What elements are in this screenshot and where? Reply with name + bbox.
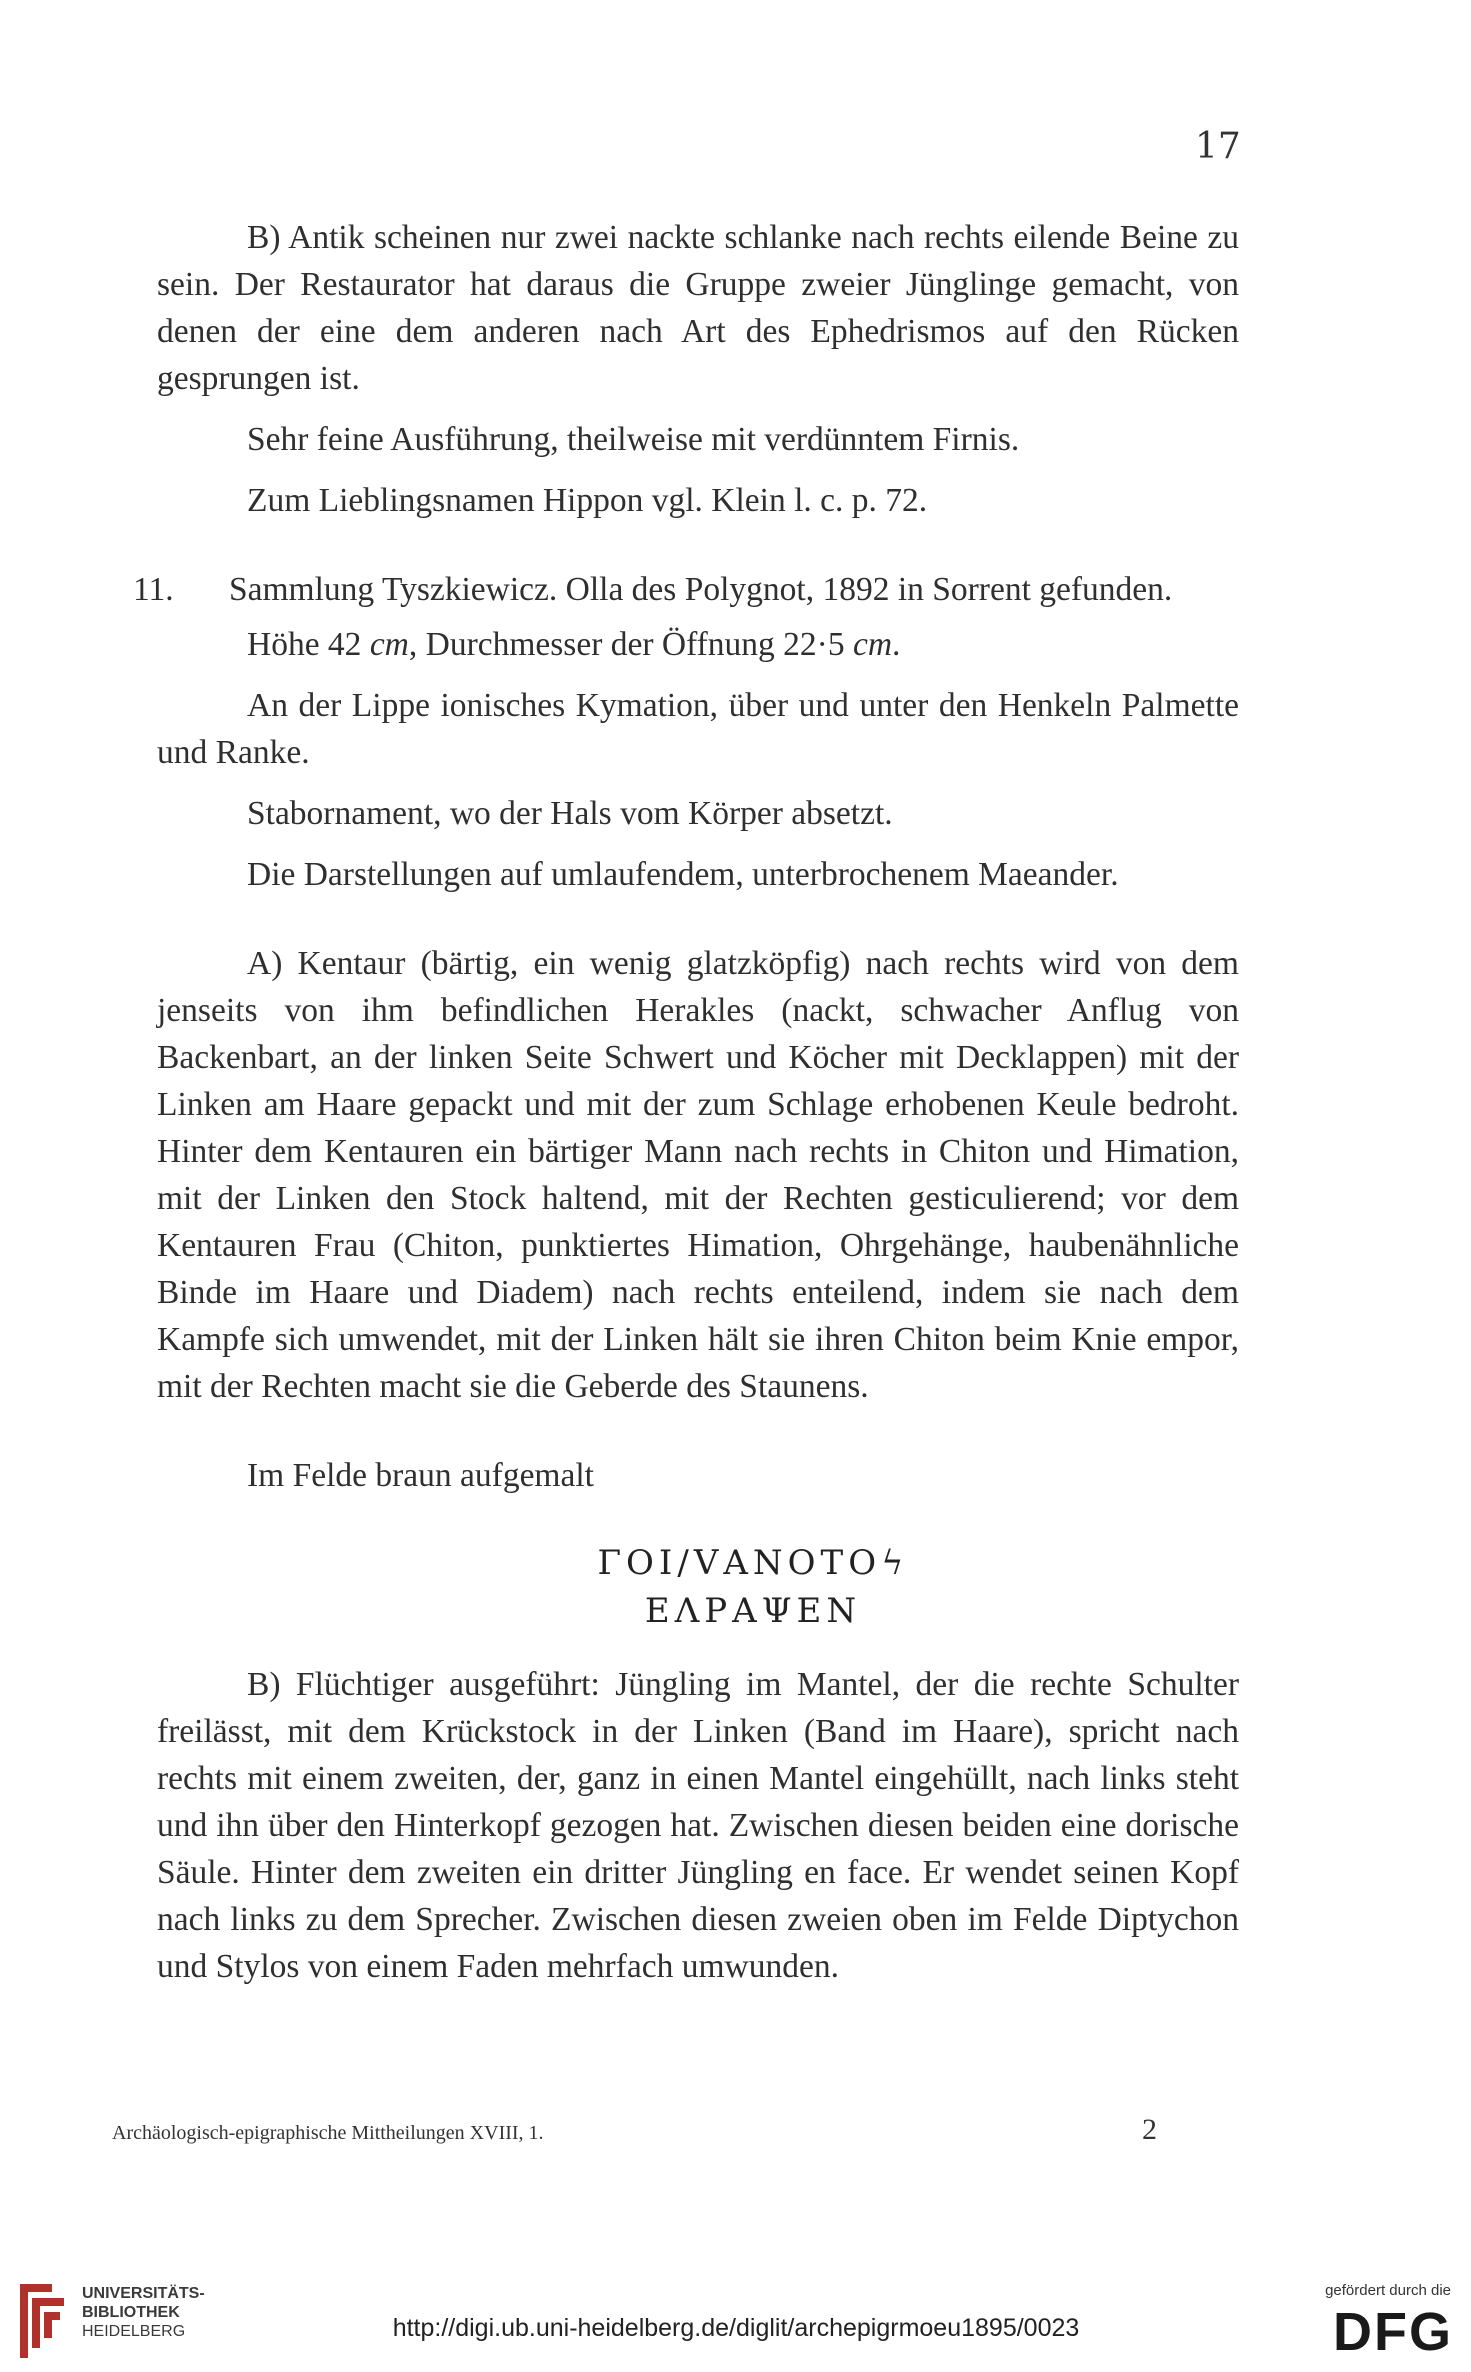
main-text: [133, 214, 1239, 1990]
unit: cm: [369, 626, 409, 663]
source-url[interactable]: http://digi.ub.uni-heidelberg.de/diglit/archepigrmoeu1895/0023: [392, 2314, 1080, 2342]
library-name: [82, 2284, 205, 2341]
entry-title: Sammlung Tyszkiewicz. Olla des Polygnot, 1892 in Sorrent gefunden.: [229, 571, 1173, 608]
paragraph: B) Antik scheinen nur zwei nackte schlanke nach rechts eilende Beine zu sein. Der Restaurator hat daraus die Gruppe zweier Jünglinge gemacht, von denen der eine dem anderen nach Art des Ephedrismos auf den Rücken gesprungen ist.: [157, 219, 1239, 397]
page-number: 17: [1195, 126, 1241, 167]
inscription-line: ΓΟΙ/VΑΝΟΤΟϟ: [597, 1543, 909, 1583]
entry-number: 11.: [133, 571, 174, 608]
dimension-text: .: [892, 626, 901, 663]
digitization-bar: [0, 2270, 1471, 2372]
dimension-text: Höhe 42: [247, 626, 370, 663]
signature-mark: 2: [1142, 2113, 1157, 2146]
dfg-logo: DFG: [1333, 2302, 1453, 2362]
paragraph: Sehr feine Ausführung, theilweise mit verdünntem Firnis.: [247, 421, 1020, 458]
catalogue-entry: [133, 566, 1239, 613]
paragraph: An der Lippe ionisches Kymation, über und unter den Henkeln Palmette und Ranke.: [157, 687, 1239, 771]
unit: cm: [852, 626, 893, 663]
library-name-line: HEIDELBERG: [82, 2323, 186, 2340]
library-name-line: UNIVERSITÄTS-: [82, 2285, 205, 2302]
paragraph: Stabornament, wo der Hals vom Körper absetzt.: [247, 795, 893, 832]
inscription-line: ΕΛΡΑΨΕΝ: [644, 1591, 862, 1631]
paragraph: Zum Lieblingsnamen Hippon vgl. Klein l. c. p. 72.: [247, 482, 928, 519]
funding-label: gefördert durch die: [1325, 2282, 1451, 2299]
paragraph: Im Felde braun aufgemalt: [247, 1457, 594, 1494]
library-name-line: BIBLIOTHEK: [82, 2304, 180, 2321]
paragraph: Die Darstellungen auf umlaufendem, unterbrochenem Maeander.: [247, 856, 1119, 893]
paragraph: A) Kentaur (bärtig, ein wenig glatzköpfig) nach rechts wird von dem jenseits von ihm befindlichen Herakles (nackt, schwacher Anflug von Backenbart, an der linken Seite Schwert und Köcher mit Decklappen) mit der Linken am Haare gepackt und mit der zum Schlage erhobenen Keule bedroht. Hinter dem Kentauren ein bärtiger Mann nach rechts in Chiton und Himation, mit der Linken den Stock haltend, mit der Rechten gesticulierend; vor dem Kentauren Frau (Chiton, punktiertes Himation, Ohrgehänge, haubenähnliche Binde im Haare und Diadem) nach rechts enteilend, indem sie nach dem Kampfe sich umwendet, mit der Linken hält sie ihren Chiton beim Knie empor, mit der Rechten macht sie die Geberde des Staunens.: [157, 945, 1239, 1405]
dimensions: [157, 621, 1239, 668]
library-logo-icon: [12, 2278, 72, 2364]
journal-title: Archäologisch-epigraphische Mittheilungen XVIII, 1.: [112, 2122, 544, 2144]
dimension-text: , Durchmesser der Öffnung 22·5: [408, 626, 853, 663]
page-footer: [112, 2113, 1157, 2147]
paragraph: B) Flüchtiger ausgeführt: Jüngling im Mantel, der die rechte Schulter freilässt, mit dem Krückstock in der Linken (Band im Haare), spricht nach rechts mit einem zweiten, der, ganz in einen Mantel eingehüllt, nach links steht und ihn über den Hinterkopf gezogen hat. Zwischen diesen beiden eine dorische Säule. Hinter dem zweiten ein dritter Jüngling en face. Er wendet seinen Kopf nach links zu dem Sprecher. Zwischen diesen zweien oben im Felde Diptychon und Stylos von einem Faden mehrfach umwunden.: [157, 1666, 1239, 1985]
inscription: [157, 1539, 1239, 1635]
